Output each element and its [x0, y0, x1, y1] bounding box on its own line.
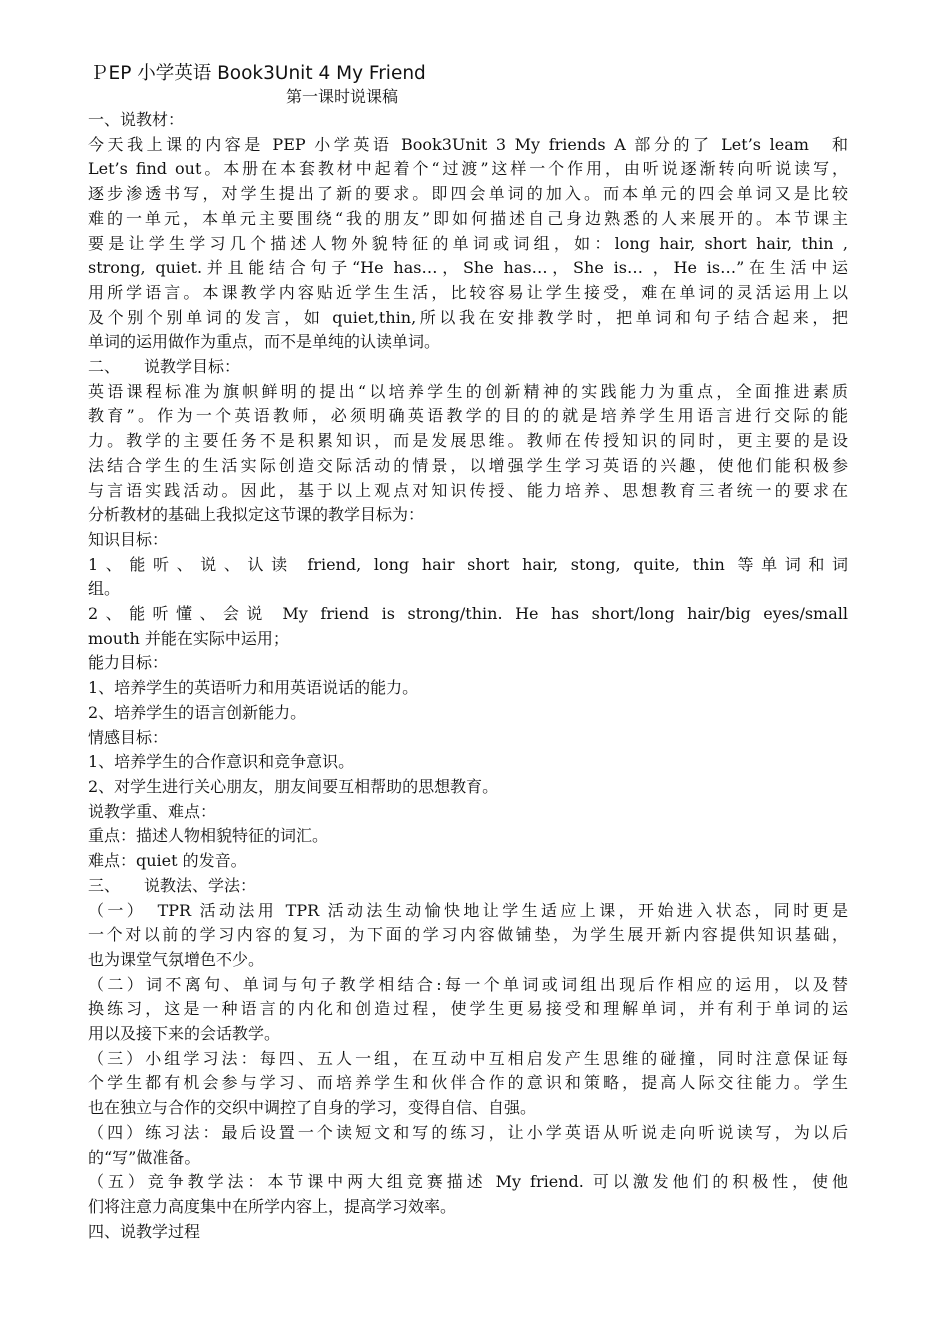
- text-line: 二、 说教学目标：: [88, 357, 241, 377]
- text-line: 也为课堂气氛增色不少。: [88, 949, 265, 969]
- text-line: 换练习，这是一种语言的内化和创造过程，使学生更易接受和理解单词，并有利于单词的运: [88, 999, 848, 1019]
- text-line: 及个别个别单词的发言，如 quiet,thin,所以我在安排教学时，把单词和句子结合起来，把: [88, 307, 848, 327]
- text-line: 难的一单元，本单元主要围绕“我的朋友”即如何描述自己身边熟悉的人来展开的。本节课主: [88, 208, 848, 228]
- text-line: 知识目标：: [88, 529, 169, 549]
- text-line: （二）词不离句、单词与句子教学相结合:每一个单词或词组出现后作相应的运用，以及替: [88, 974, 848, 994]
- text-line: 能力目标：: [88, 653, 169, 673]
- text-line: 2、培养学生的语言创新能力。: [88, 702, 307, 722]
- text-line: （四）练习法：最后设置一个读短文和写的练习，让小学英语从听说走向听说读写，为以后: [88, 1122, 848, 1142]
- text-line: 1、培养学生的英语听力和用英语说话的能力。: [88, 678, 419, 698]
- text-line: 四、说教学过程: [88, 1221, 201, 1241]
- text-line: 教育”。作为一个英语教师，必须明确英语教学的目的的就是培养学生用语言进行交际的能: [88, 406, 848, 426]
- text-line: 逐步渗透书写，对学生提出了新的要求。即四会单词的加入。而本单元的四会单词又是比较: [88, 184, 848, 204]
- text-line: 2、能听懂、会说 My friend is strong/thin. He has short/long hair/big eyes/small: [88, 604, 848, 624]
- text-line: 英语课程标准为旗帜鲜明的提出“以培养学生的创新精神的实践能力为重点，全面推进素质: [88, 381, 848, 401]
- text-line: mouth 并能在实际中运用；: [88, 628, 289, 648]
- document-page: [88, 62, 848, 1244]
- text-line: 1、能听、说、认读 friend, long hair short hair, stong, quite, thin 等单词和词: [88, 554, 848, 574]
- text-line: 也在独立与合作的交织中调控了自身的学习，变得自信、自强。: [88, 1098, 537, 1118]
- text-line: 今天我上课的内容是 PEP 小学英语 Book3Unit 3 My friends A 部分的了 Let’s leam 和: [88, 134, 848, 154]
- text-line: 的“写”做准备。: [88, 1147, 201, 1167]
- text-line: 用以及接下来的会话教学。: [88, 1024, 281, 1044]
- text-line: 一个对以前的学习内容的复习，为下面的学习内容做铺垫，为学生展开新内容提供知识基础，: [88, 925, 848, 945]
- text-line: 分析教材的基础上我拟定这节课的教学目标为：: [88, 505, 425, 525]
- text-line: 力。教学的主要任务不是积累知识，而是发展思维。教师在传授知识的同时，更主要的是设: [88, 431, 848, 451]
- document-title: ＰEP 小学英语 Book3Unit 4 My Friend: [90, 63, 426, 84]
- text-line: 单词的运用做作为重点，而不是单纯的认读单词。: [88, 332, 441, 352]
- text-line: （五）竞争教学法：本节课中两大组竞赛描述 My friend. 可以激发他们的积极性，使他: [88, 1172, 848, 1192]
- text-line: 要是让学生学习几个描述人物外貌特征的单词或词组，如：long hair, short hair, thin ,: [88, 233, 848, 253]
- text-line: 组。: [88, 579, 121, 599]
- text-line: 情感目标：: [88, 727, 169, 747]
- text-line: 三、 说教法、学法：: [88, 875, 257, 895]
- text-line: strong, quiet.并且能结合句子“He has…，She has…，She is… ，He is…”在生活中运: [88, 258, 848, 278]
- text-line: 用所学语言。本课教学内容贴近学生生活，比较容易让学生接受，难在单词的灵活运用上以: [88, 282, 848, 302]
- text-line: 一、说教材：: [88, 110, 185, 129]
- text-line: 难点：quiet 的发音。: [88, 851, 247, 871]
- text-line: 说教学重、难点：: [88, 801, 217, 821]
- document-subtitle: 第一课时说课稿: [286, 87, 399, 106]
- text-line: Let’s find out。本册在本套教材中起着个“过渡”这样一个作用，由听说逐渐转向听说读写，: [88, 159, 848, 179]
- text-line: 个学生都有机会参与学习、而培养学生和伙伴合作的意识和策略，提高人际交往能力。学生: [88, 1073, 848, 1093]
- text-line: 重点：描述人物相貌特征的词汇。: [88, 826, 329, 846]
- text-line: 1、培养学生的合作意识和竞争意识。: [88, 752, 355, 772]
- text-line: （三）小组学习法：每四、五人一组，在互动中互相启发产生思维的碰撞，同时注意保证每: [88, 1048, 848, 1068]
- text-line: 法结合学生的生活实际创造交际活动的情景，以增强学生学习英语的兴趣，使他们能积极参: [88, 455, 848, 475]
- document-body: [88, 108, 848, 1244]
- text-line: 与言语实践活动。因此，基于以上观点对知识传授、能力培养、思想教育三者统一的要求在: [88, 480, 848, 500]
- text-line: （一） TPR 活动法用 TPR 活动法生动愉快地让学生适应上课，开始进入状态，同时更是: [88, 900, 848, 920]
- text-line: 们将注意力高度集中在所学内容上，提高学习效率。: [88, 1196, 457, 1216]
- text-line: 2、对学生进行关心朋友，朋友间要互相帮助的思想教育。: [88, 776, 499, 796]
